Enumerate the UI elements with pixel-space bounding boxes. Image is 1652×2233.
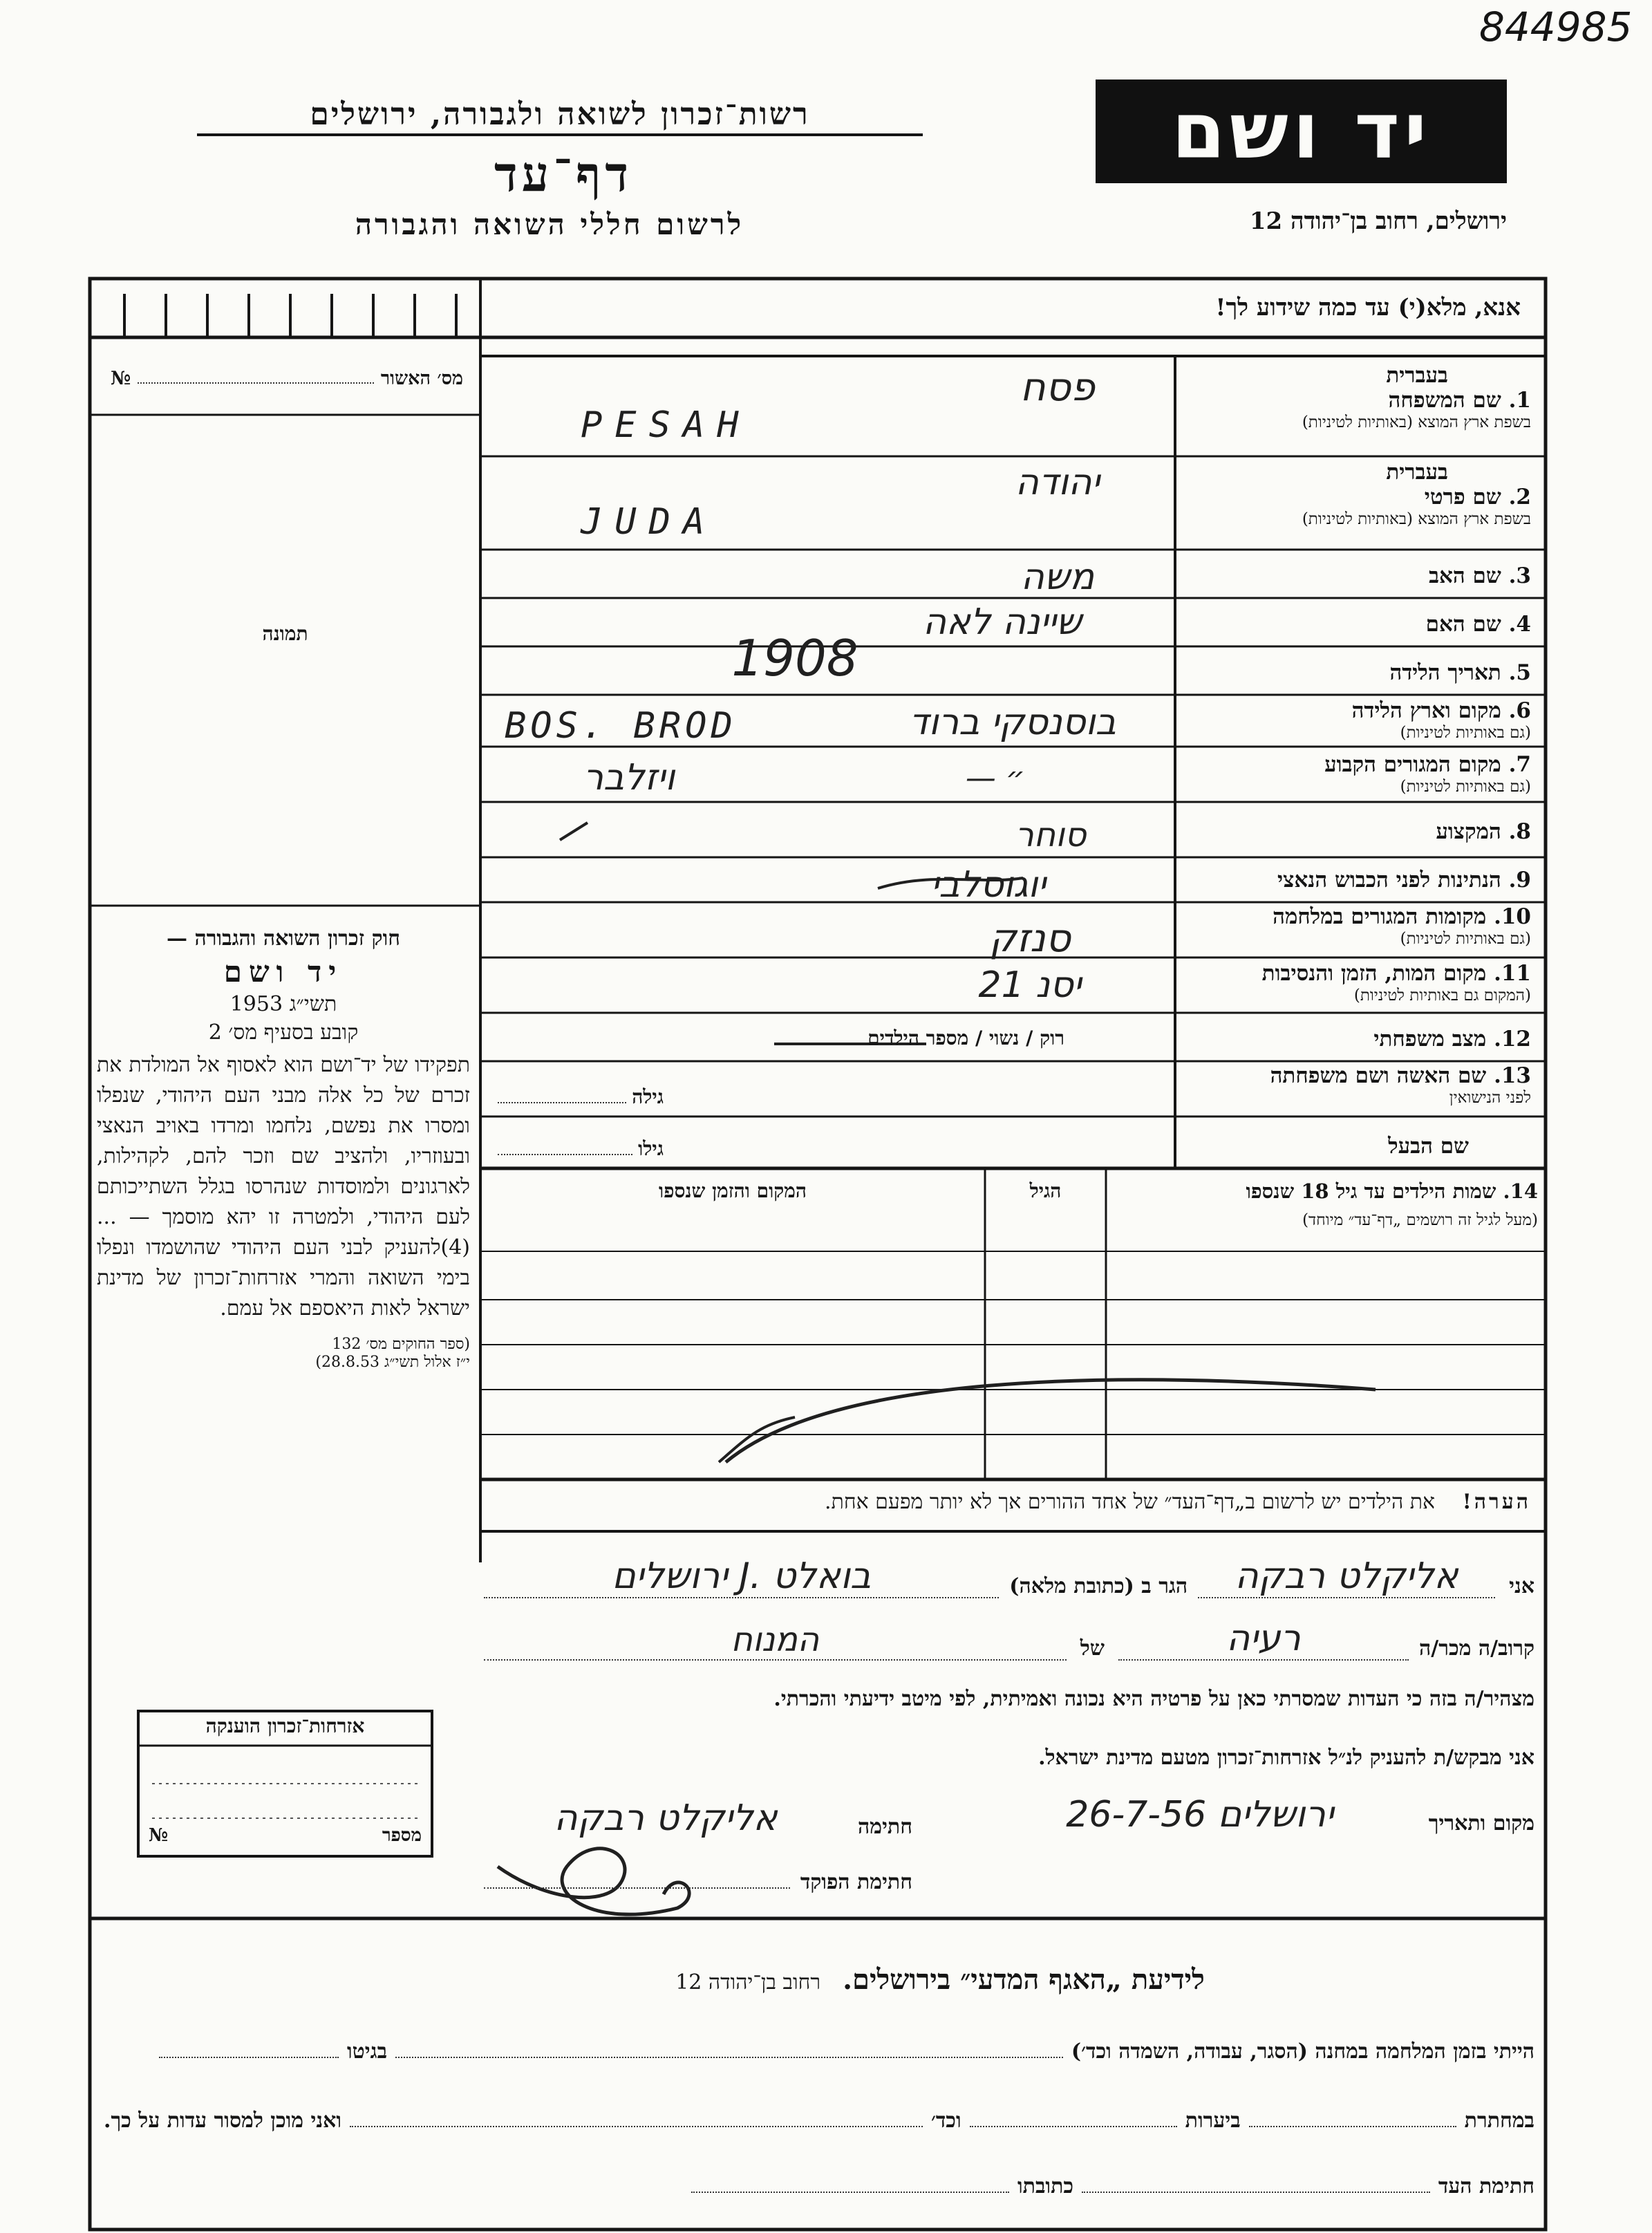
field-1-name: שם המשפחה bbox=[1388, 388, 1501, 413]
value-death-place: יסנ 21 bbox=[978, 964, 1082, 1006]
value-birth-place-latin: BOS. BROD bbox=[505, 705, 737, 747]
wife-age-label: גילה bbox=[632, 1085, 664, 1108]
request-text: אנא, מלא(י) עד כמה שידוע לך! bbox=[1215, 294, 1521, 321]
field-12-label bbox=[1179, 1027, 1531, 1052]
footer-forests-label: ביערות bbox=[1185, 2109, 1241, 2133]
declaration-line-2 bbox=[484, 1618, 1534, 1661]
officer-signature-label: חתימת הפוקד bbox=[800, 1870, 912, 1894]
field-2-num: 2. bbox=[1508, 485, 1531, 510]
field-husband-name: שם הבעל bbox=[1388, 1134, 1469, 1159]
field-13-label bbox=[1179, 1063, 1531, 1108]
footer-address: רחוב בן־יהודה 12 bbox=[675, 1970, 821, 1994]
form-title-text: דף־עד bbox=[494, 145, 632, 203]
document-number-text: 844985 bbox=[1479, 3, 1633, 50]
document-number bbox=[1479, 3, 1632, 50]
footer-underground-dots bbox=[1249, 2126, 1456, 2127]
declaration-line-1 bbox=[484, 1555, 1534, 1598]
note bbox=[487, 1490, 1531, 1514]
address bbox=[1106, 207, 1507, 235]
of-name-value: המנוח bbox=[484, 1620, 1067, 1661]
field-8-name: המקצוע bbox=[1436, 819, 1501, 844]
field-1-num: 1. bbox=[1508, 388, 1531, 413]
footer-forests-dots bbox=[970, 2126, 1177, 2127]
field-2-sub: בשפת ארץ המוצא (באותיות לטיניות) bbox=[1302, 510, 1531, 528]
footer-etc-dots bbox=[350, 2126, 923, 2127]
wife-age-dots bbox=[498, 1102, 626, 1103]
field-8-num: 8. bbox=[1508, 819, 1531, 844]
children-header-text: שמות הילדים עד גיל 18 שנספו bbox=[1246, 1179, 1496, 1203]
logo-text: יד ושם bbox=[1171, 86, 1432, 176]
declarant-name: אליקלט רבקה bbox=[1198, 1555, 1495, 1598]
field-13-num: 13. bbox=[1494, 1063, 1531, 1088]
approval-no-symbol: № bbox=[111, 368, 131, 389]
field-11-name: מקום המות, הזמן והנסיבות bbox=[1261, 961, 1487, 986]
value-wartime-residence: סנזק bbox=[989, 916, 1071, 961]
value-citizenship: יוגוסלבי bbox=[930, 864, 1046, 906]
field-10-num: 10. bbox=[1494, 904, 1531, 929]
value-first-name-latin: JUDA bbox=[581, 501, 717, 543]
note-text: את הילדים יש לרשום ב„דף־העד״ של אחד ההורים אך לא יותר מפעם אחת. bbox=[825, 1490, 1436, 1514]
footer-witness-address-dots bbox=[691, 2192, 1009, 2193]
photo-area bbox=[90, 622, 480, 646]
field-4-num: 4. bbox=[1508, 612, 1531, 637]
value-occupation: סוחר bbox=[1015, 816, 1087, 854]
footer-witness-signature-label: חתימת העד bbox=[1438, 2174, 1534, 2198]
law-name: יד ושם bbox=[223, 955, 344, 989]
children-header-sub: (מעל לגיל זה רושמים „דף־עד״ מיוחד) bbox=[1302, 1211, 1538, 1229]
field-7-label bbox=[1179, 752, 1531, 796]
photo-label: תמונה bbox=[262, 622, 308, 645]
value-residence-ditto: ״ — bbox=[965, 760, 1026, 796]
footer-underground-label: במחתרת bbox=[1464, 2109, 1534, 2133]
marital-status-options-text: רוק / נשוי / מספר הילדים bbox=[867, 1027, 1064, 1049]
relation-label: קרוב/ה מכר/ה bbox=[1419, 1636, 1534, 1661]
statement-1: מצהיר/ה בזה כי העדות שמסרתי כאן על פרטיה היא נכונה ואמיתית, לפי מיטב ידיעתי והכרתי. bbox=[773, 1687, 1534, 1711]
field-13-sub: לפני הנישואין bbox=[1449, 1089, 1531, 1107]
field-3-name: שם האב bbox=[1429, 563, 1501, 588]
wife-age bbox=[498, 1085, 664, 1109]
request-line bbox=[498, 294, 1521, 321]
officer-signature bbox=[484, 1870, 912, 1894]
note-label: הערה! bbox=[1462, 1490, 1531, 1514]
footer-camp-dots bbox=[395, 2057, 1063, 2058]
resident-at-label: הגר ב (כתובת מלאה) bbox=[1009, 1574, 1188, 1598]
field-12-name: מצב משפחתי bbox=[1373, 1027, 1487, 1052]
husband-age-dots bbox=[498, 1154, 632, 1155]
form-subtitle-text: לרשום חללי השואה והגבורה bbox=[355, 207, 744, 241]
value-mother-name: שיינה לאה bbox=[923, 601, 1082, 643]
form-subtitle bbox=[238, 207, 861, 242]
footer-line-1 bbox=[159, 2039, 1534, 2064]
field-12-num: 12. bbox=[1494, 1027, 1531, 1052]
field-11-sub: (המקום גם באותיות לטיניות) bbox=[1353, 987, 1531, 1005]
field-1-lang: בעברית bbox=[1386, 363, 1448, 388]
children-place-col bbox=[484, 1179, 982, 1204]
authority-name bbox=[197, 97, 923, 132]
signature-value: אליקלט רבקה bbox=[554, 1797, 778, 1839]
footer-testimony-label: ואני מוכן למסור עדות על כך. bbox=[104, 2109, 342, 2133]
field-1-label bbox=[1179, 363, 1531, 432]
footer-title-text: לידיעת „האגף המדעי״ בירושלים. bbox=[843, 1963, 1205, 1996]
field-10-sub: (גם באותיות לטיניות) bbox=[1400, 930, 1531, 948]
citizenship-box bbox=[138, 1715, 432, 1738]
footer-camp-label: הייתי בזמן המלחמה במחנה (הסגר, עבודה, השמדה וכד׳) bbox=[1071, 2039, 1534, 2064]
field-5-num: 5. bbox=[1508, 660, 1531, 685]
value-family-name-latin: PESAH bbox=[581, 404, 751, 446]
citizenship-title: אזרחות־זכרון הוענקה bbox=[205, 1715, 365, 1737]
field-8-label bbox=[1179, 819, 1531, 844]
law-clause: קובע בסעיף מס׳ 2 bbox=[208, 1020, 359, 1045]
field-6-sub: (גם באותיות לטיניות) bbox=[1400, 724, 1531, 742]
field-husband-label bbox=[1179, 1134, 1469, 1159]
field-3-label bbox=[1179, 563, 1531, 588]
field-7-num: 7. bbox=[1508, 752, 1531, 777]
field-10-name: מקומות המגורים במלחמה bbox=[1273, 904, 1487, 929]
field-2-lang: בעברית bbox=[1386, 460, 1448, 485]
officer-signature-dots bbox=[484, 1887, 790, 1889]
children-age-col bbox=[988, 1179, 1102, 1204]
relation-value: רעיה bbox=[1118, 1618, 1409, 1661]
field-6-label bbox=[1179, 698, 1531, 742]
value-birth-date: 1908 bbox=[731, 629, 858, 687]
field-9-num: 9. bbox=[1508, 868, 1531, 893]
law-text: תפקידו של יד־ושם הוא לאסוף אל המולדת את זכרם של כל אלה מבני העם היהודי, שנפלו ומסרו את נפשם, נלחמו ומרדו באויב הנאצי ובעוזריו, ולהציב שם וזכר להם, לקהילות, לארגונים ולמוסדות שנהרסו בגלל השתייכותם לעם היהודי, ולמטרה זו יהא מוסמך — ...(4)להעניק לבני העם היהודי שהושמדו ונפלו בימי השואה והמרי אזרחות־זכרון של מדינת ישראל לאות היאספם אל עמם. bbox=[97, 1053, 470, 1320]
declaration-i: אני bbox=[1509, 1574, 1534, 1598]
field-3-num: 3. bbox=[1508, 563, 1531, 588]
footer-witness-signature-dots bbox=[1082, 2192, 1430, 2193]
footer-ghetto-label: בגיטו bbox=[347, 2039, 388, 2064]
value-birth-place-hebrew: בוסנסקי ברוד bbox=[909, 702, 1116, 743]
children-age-col-text: הגיל bbox=[1029, 1179, 1062, 1202]
value-family-name-hebrew: פסח bbox=[1020, 365, 1095, 410]
field-13-name: שם האשה ושם משפחתה bbox=[1270, 1063, 1487, 1088]
yad-vashem-logo bbox=[1096, 80, 1507, 183]
authority-text: רשות־זכרון לשואה ולגבורה, ירושלים bbox=[310, 97, 810, 132]
law-box bbox=[97, 926, 470, 1371]
signature-label: חתימה bbox=[858, 1815, 912, 1839]
approval-number bbox=[111, 368, 463, 389]
field-5-label bbox=[1179, 660, 1531, 685]
field-6-num: 6. bbox=[1508, 698, 1531, 723]
approval-no-label: מס׳ האשור bbox=[380, 368, 463, 389]
field-11-label bbox=[1179, 961, 1531, 1005]
law-ref-1: (ספר החוקים מס׳ 132 bbox=[332, 1336, 470, 1353]
footer-line-2 bbox=[104, 2109, 1534, 2133]
field-9-label bbox=[1179, 868, 1531, 893]
marital-status-options bbox=[719, 1027, 1064, 1050]
citizenship-number bbox=[149, 1825, 422, 1846]
field-2-label bbox=[1179, 460, 1531, 529]
field-2-name: שם פרטי bbox=[1424, 485, 1501, 510]
place-date bbox=[982, 1794, 1534, 1835]
field-10-label bbox=[1179, 904, 1531, 949]
children-header bbox=[1109, 1179, 1538, 1230]
approval-no-dots bbox=[138, 382, 373, 384]
footer-etc-label: וכד׳ bbox=[930, 2109, 961, 2133]
field-4-name: שם האם bbox=[1425, 612, 1501, 637]
citizenship-number-symbol: № bbox=[149, 1825, 169, 1846]
children-place-col-text: המקום והזמן שנספו bbox=[659, 1179, 807, 1202]
field-11-num: 11. bbox=[1494, 961, 1531, 986]
husband-age bbox=[498, 1137, 664, 1161]
place-date-value: ירושלים 26-7-56 bbox=[1066, 1794, 1334, 1835]
value-father-name: משה bbox=[1020, 557, 1095, 598]
field-6-name: מקום וארץ הלידה bbox=[1351, 698, 1501, 723]
children-num: 14. bbox=[1503, 1179, 1538, 1203]
law-year: תשי״ג 1953 bbox=[229, 992, 337, 1016]
statement-2: אני מבקש/ת להעניק לנ״ל אזרחות־זכרון מטעם מדינת ישראל. bbox=[1038, 1746, 1534, 1770]
field-1-sub: בשפת ארץ המוצא (באותיות לטיניות) bbox=[1302, 413, 1531, 431]
footer-ghetto-dots bbox=[159, 2057, 339, 2058]
field-7-sub: (גם באותיות לטיניות) bbox=[1400, 778, 1531, 796]
footer-line-3 bbox=[691, 2174, 1534, 2198]
field-7-name: מקום המגורים הקבוע bbox=[1324, 752, 1501, 777]
value-first-name-hebrew: יהודה bbox=[1015, 462, 1100, 503]
husband-age-label: גילו bbox=[638, 1137, 664, 1160]
law-title: חוק זכרון השואה והגבורה — bbox=[167, 926, 400, 951]
citizenship-number-label: מספר bbox=[382, 1825, 422, 1846]
signature bbox=[484, 1797, 912, 1839]
footer-title bbox=[346, 1963, 1534, 1996]
field-9-name: הנתינות לפני הכבוש הנאצי bbox=[1277, 868, 1501, 893]
address-text: ירושלים, רחוב בן־יהודה 12 bbox=[1249, 207, 1507, 235]
field-5-name: תאריך הלידה bbox=[1389, 660, 1501, 685]
form-title bbox=[415, 145, 712, 203]
place-date-label: מקום ותאריך bbox=[1428, 1811, 1534, 1835]
law-ref-2: י״ז אלול תשי״ג 28.8.53) bbox=[315, 1354, 470, 1371]
declarant-address: בואלט .J ירושלים bbox=[484, 1555, 999, 1598]
field-4-label bbox=[1179, 612, 1531, 637]
value-residence: ויזלבר bbox=[583, 757, 675, 798]
of-label: של bbox=[1080, 1636, 1105, 1661]
footer-witness-address-label: כתובתו bbox=[1017, 2174, 1074, 2198]
